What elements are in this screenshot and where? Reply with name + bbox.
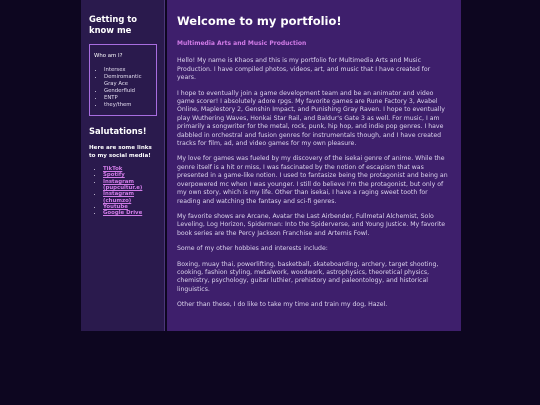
link-instagram-chumzo[interactable]: Instagram (chumzo) [103, 191, 135, 204]
about-item: • ENTP [104, 95, 152, 102]
about-list [94, 67, 152, 109]
link-google-drive[interactable]: Google Drive [103, 210, 143, 217]
about-item: • Intersex [104, 67, 152, 74]
about-question: Who am I? [94, 53, 123, 59]
main-content [167, 0, 461, 331]
page-subtitle: Multimedia Arts and Music Production [177, 40, 307, 47]
shows-paragraph: My favorite shows are Arcane, Avatar the Last Airbender, Fullmetal Alchemist, Solo Leveling, Log Horizon, Spiderman: Into the Spiderverse, and Young Justice. My favorite book series are the Percy Jackson Franchise and Artemis Fowl. [177, 212, 446, 237]
about-item: • they/them [104, 102, 152, 109]
intro-paragraph: Hello! My name is Khaos and this is my portfolio for Multimedia Arts and Music Production. I have compiled photos, videos, art, and music that I have created for years. [177, 57, 431, 82]
page-title: Welcome to my portfolio! [177, 14, 342, 28]
link-spotify[interactable]: Spotify [103, 172, 125, 179]
social-links-list [89, 166, 156, 216]
links-intro: Here are some links to my social media! [89, 145, 152, 159]
sidebar [81, 0, 165, 331]
about-box [89, 44, 157, 116]
closing-paragraph: Other than these, I do like to take my time and train my dog, Hazel. [177, 301, 388, 309]
sidebar-heading: Getting to know me [89, 14, 138, 35]
about-item: • Demiromantic Gray Ace [104, 74, 152, 88]
hobbies-intro: Some of my other hobbies and interests include: [177, 245, 328, 253]
link-tiktok[interactable]: TikTok [103, 166, 123, 173]
link-instagram-pupculture[interactable]: Instagram (pupcultur.e) [103, 178, 143, 192]
goals-paragraph: I hope to eventually join a game development team and be an animator and video game scorer! I absolutely adore rpgs. My favorite games are Rune Factory 3, Avabel Online, Maplestory 2, Genshin Impact, and Punishing Gray Raven. I hope to eventually play Wuthering Waves, Honkai Star Rail, and Baldur's Gate 3 as well. For music, I am primarily a songwriter for the metal, rock, punk, hip hop, and indie pop genres. I have dabbled in orchestral and fusion genres for instrumentals though, and I have created tracks for film, ad, and video games for my own pleasure. [177, 89, 445, 148]
link-youtube[interactable]: Youtube [103, 203, 128, 210]
hobbies-paragraph: Boxing, muay thai, powerlifting, basketball, skateboarding, archery, target shooting, cooking, fashion styling, metalwork, woodwork, astrophysics, theoretical physics, chemistry, psychology, guitar luthier, prehistory and paleontology, and historical linguistics. [177, 260, 439, 293]
games-paragraph: My love for games was fueled by my discovery of the isekai genre of anime. While the genre itself is a hit or miss, I was fascinated by the notion of escapism that was presented in a game-like notion. I used to fantasize being the protagonist and being an overpowered mc when I was younger. I still do believe I'm the protagonist, but only of my own story, which is my life. Other than isekai, I have a raging sweet tooth for reading and watching the fantasy and sci-fi genres. [177, 155, 448, 205]
salutations-heading: Salutations! [89, 126, 147, 136]
about-item: • Genderfluid [104, 88, 152, 95]
